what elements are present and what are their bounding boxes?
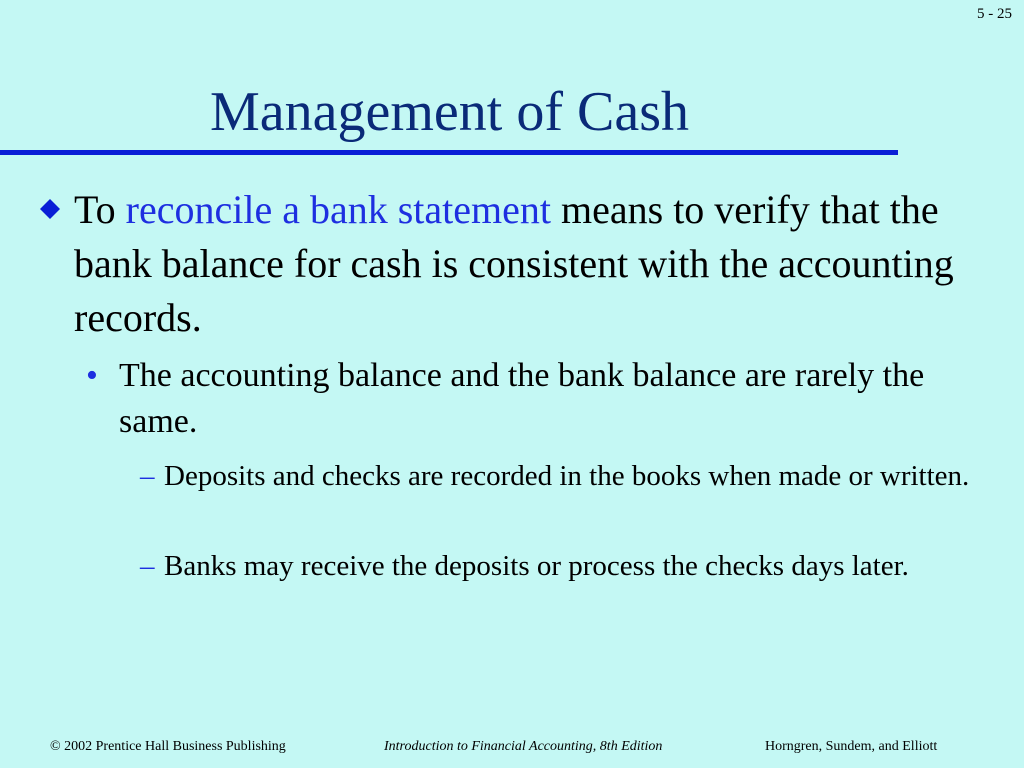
slide-title: Management of Cash (210, 81, 689, 143)
title-underline (0, 150, 898, 155)
bullet-level1 (36, 183, 966, 345)
dash-bullet-icon: – (140, 460, 155, 492)
bullet-level1-prefix: To (74, 187, 126, 232)
bullet-level2 (86, 353, 966, 445)
bullet-level3-item (140, 455, 980, 497)
bullet-level3-item (140, 545, 980, 587)
footer-copyright: © 2002 Prentice Hall Business Publishing (50, 739, 286, 754)
key-term: reconcile a bank statement (125, 187, 551, 232)
slide-number: 5 - 25 (977, 6, 1012, 22)
bullet-level1-text (74, 183, 966, 345)
dash-bullet-icon: – (140, 550, 155, 582)
diamond-bullet-icon (40, 199, 60, 219)
bullet-level3-text: Banks may receive the deposits or process the checks days later. (164, 550, 909, 582)
bullet-level3-text: Deposits and checks are recorded in the books when made or written. (164, 460, 970, 492)
bullet-level1-suffix: means to verify that the bank balance for cash is consistent with the accounting records. (74, 187, 954, 340)
bullet-level2-text: The accounting balance and the bank balance are rarely the same. (119, 357, 925, 440)
footer-book-title: Introduction to Financial Accounting, 8th Edition (384, 739, 663, 754)
dot-bullet-icon: • (86, 357, 98, 394)
footer-authors: Horngren, Sundem, and Elliott (765, 739, 938, 754)
